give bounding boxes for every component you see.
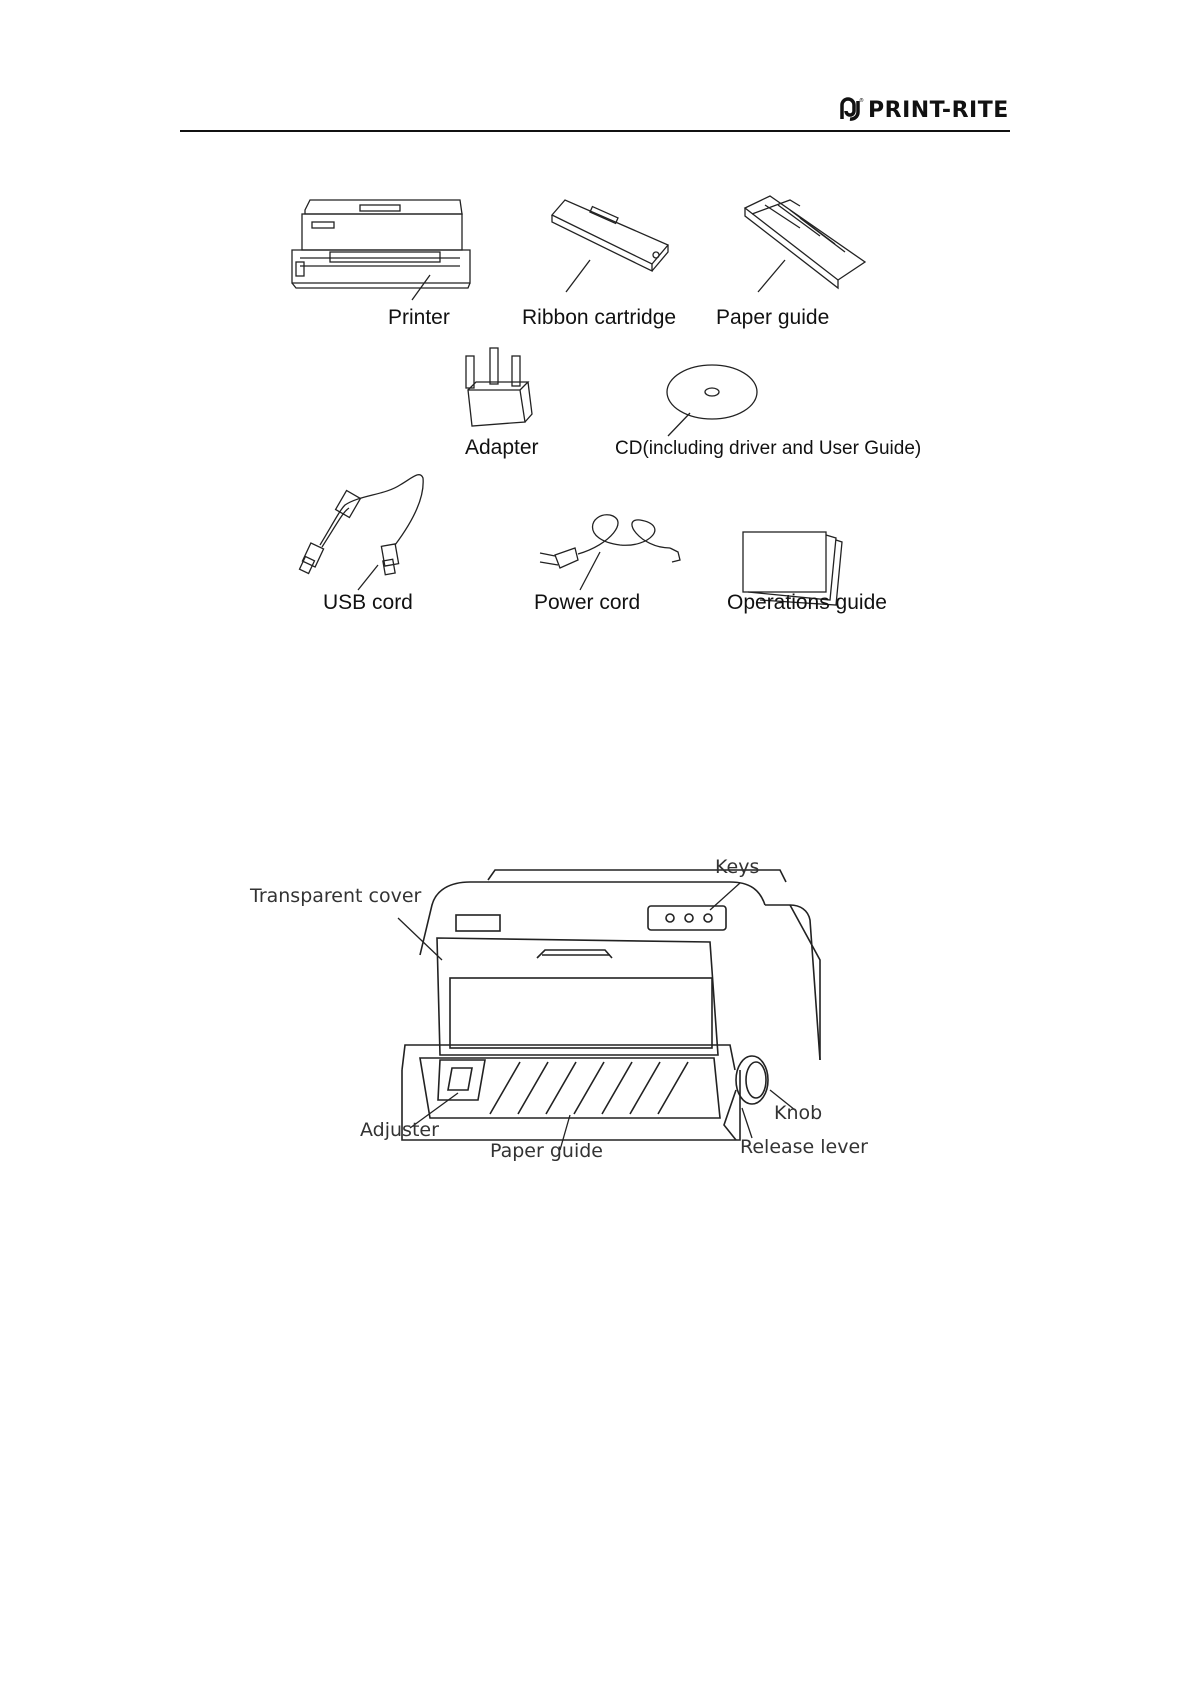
label-knob: Knob — [774, 1102, 823, 1124]
cd-leader — [668, 413, 690, 436]
label-paper-guide: Paper guide — [716, 306, 830, 329]
power-cord-image — [540, 515, 680, 568]
release-lever-leader — [742, 1108, 752, 1138]
label-usb-cord: USB cord — [323, 591, 413, 614]
paper-guide-small-image — [745, 196, 865, 288]
brand-name: PRINT-RITE — [868, 97, 1009, 123]
label-operations-guide: Operations guide — [727, 591, 887, 614]
power-cord-leader — [580, 552, 600, 590]
large-printer-image — [402, 870, 823, 1140]
ribbon-cartridge-image — [552, 200, 668, 271]
label-paper-guide-large: Paper guide — [490, 1140, 603, 1162]
label-ribbon-cartridge: Ribbon cartridge — [522, 306, 677, 329]
label-adapter: Adapter — [465, 436, 539, 459]
label-release-lever: Release lever — [740, 1136, 868, 1158]
adapter-image — [466, 348, 532, 426]
label-printer: Printer — [388, 306, 450, 329]
paper-guide-leader — [758, 260, 785, 292]
label-keys: Keys — [715, 856, 760, 878]
usb-leader — [358, 565, 378, 590]
printer-image — [292, 200, 470, 288]
label-cd: CD(including driver and User Guide) — [615, 438, 922, 459]
svg-text:®: ® — [859, 98, 864, 104]
usb-cord-image — [300, 475, 424, 575]
label-adjuster: Adjuster — [360, 1119, 439, 1141]
label-transparent-cover: Transparent cover — [250, 885, 422, 907]
label-power-cord: Power cord — [534, 591, 641, 614]
ribbon-leader — [566, 260, 590, 292]
cd-image — [667, 365, 757, 419]
